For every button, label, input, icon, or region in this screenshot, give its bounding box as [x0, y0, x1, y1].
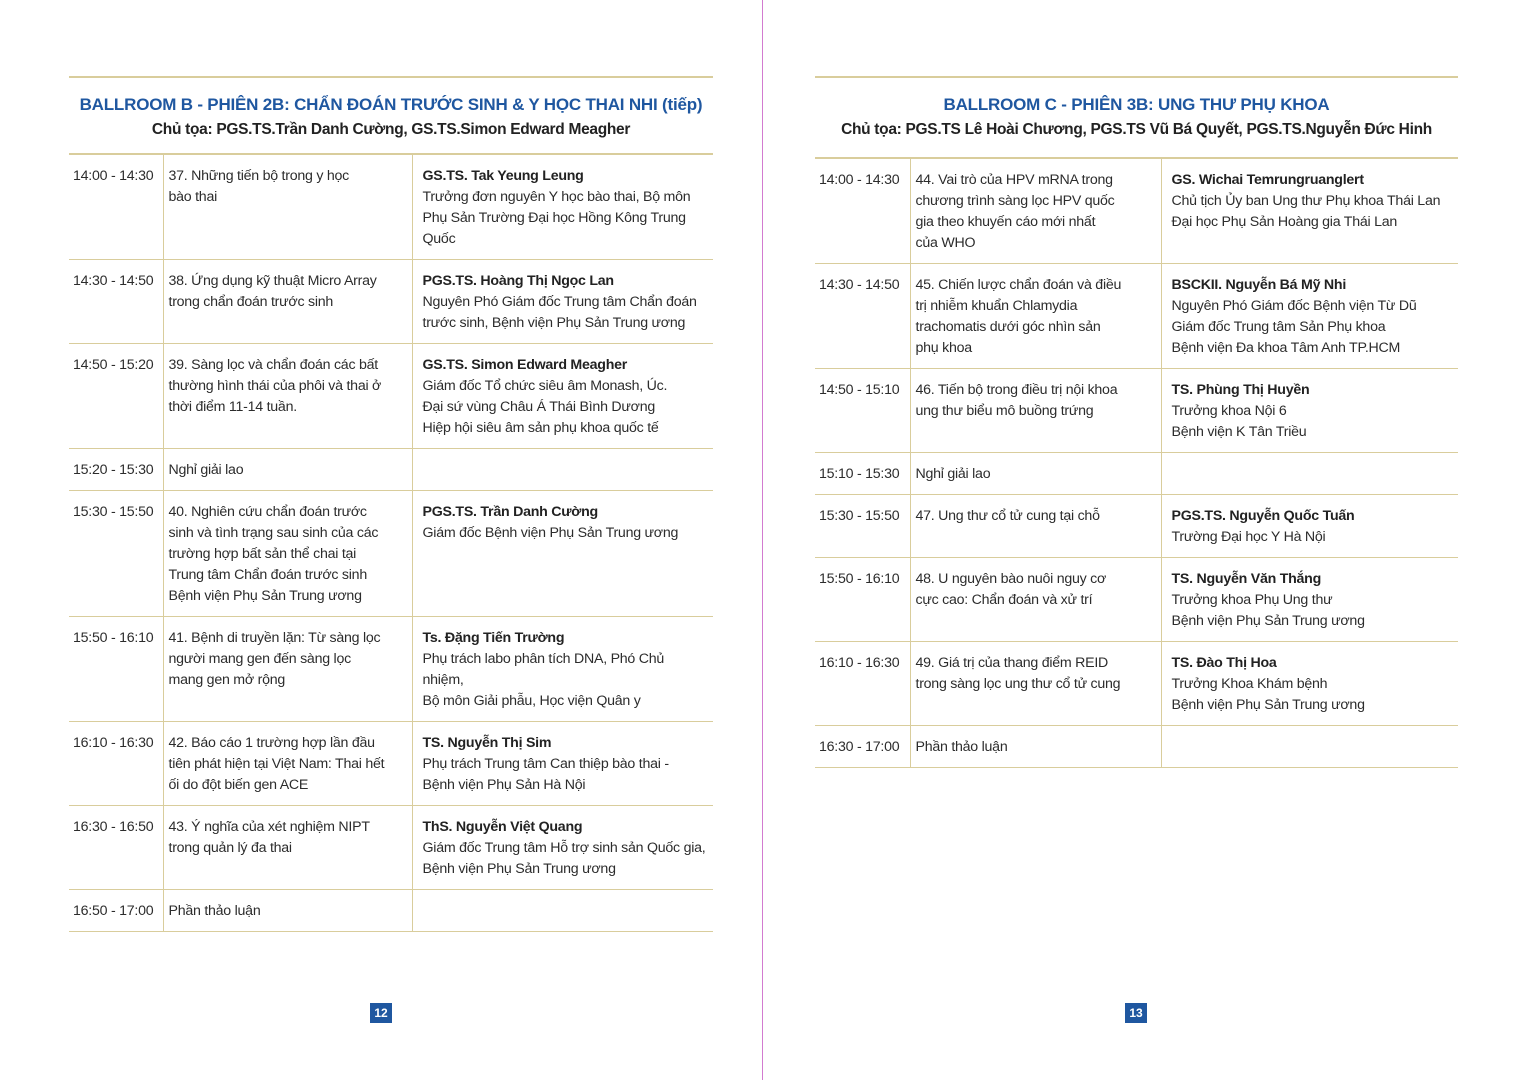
topic-cell — [910, 369, 1161, 453]
time-slot: 15:50 - 16:10 — [819, 571, 900, 587]
time-slot: 16:30 - 17:00 — [819, 739, 900, 755]
topic-text: Nghỉ giải lao — [168, 462, 244, 478]
topic-cell — [910, 453, 1161, 495]
topic-cell — [910, 495, 1161, 558]
topic-text: Phần thảo luận — [168, 903, 261, 919]
session-chairs: Chủ tọa: PGS.TS Lê Hoài Chương, PGS.TS Vũ Bá Quyết, PGS.TS.Nguyễn Đức Hinh — [841, 121, 1432, 138]
time-slot: 14:50 - 15:10 — [819, 382, 900, 398]
topic-text: 37. Những tiến bộ trong y học bào thai — [168, 168, 349, 205]
speaker-cell — [1161, 369, 1458, 453]
topic-cell — [910, 264, 1161, 369]
schedule-row — [815, 264, 1458, 369]
topic-text: 49. Giá trị của thang điểm REID trong sàng lọc ung thư cổ tử cung — [915, 655, 1121, 692]
speaker-cell — [412, 617, 713, 722]
topic-cell — [163, 491, 412, 617]
topic-text: 38. Ứng dụng kỹ thuật Micro Array trong chẩn đoán trước sinh — [168, 273, 377, 310]
session-chairs: Chủ tọa: PGS.TS.Trần Danh Cường, GS.TS.Simon Edward Meagher — [151, 121, 631, 138]
speaker-cell — [412, 154, 713, 260]
topic-cell — [163, 890, 412, 932]
speaker-name: Ts. Đặng Tiến Trường — [422, 630, 565, 646]
speaker-cell — [412, 722, 713, 806]
speaker-cell — [1161, 558, 1458, 642]
time-slot: 16:10 - 16:30 — [73, 735, 154, 751]
speaker-cell — [1161, 495, 1458, 558]
speaker-cell — [1161, 726, 1458, 768]
speaker-cell — [1161, 453, 1458, 495]
schedule-row — [69, 722, 713, 806]
page-number: 13 — [1125, 1003, 1147, 1023]
time-slot: 14:00 - 14:30 — [819, 172, 900, 188]
time-slot: 14:00 - 14:30 — [73, 168, 154, 184]
speaker-name: GS.TS. Simon Edward Meagher — [422, 357, 628, 373]
speaker-cell — [1161, 642, 1458, 726]
time-slot: 16:30 - 16:50 — [73, 819, 154, 835]
schedule-row — [69, 806, 713, 890]
schedule-row — [69, 890, 713, 932]
session-title: BALLROOM B - PHIÊN 2B: CHẨN ĐOÁN TRƯỚC SINH & Y HỌC THAI NHI (tiếp) — [79, 95, 703, 114]
speaker-affiliation: Chủ tịch Ủy ban Ung thư Phụ khoa Thái Lan Đại học Phụ Sản Hoàng gia Thái Lan — [1171, 193, 1441, 230]
speaker-affiliation: Phụ trách labo phân tích DNA, Phó Chủ nhiệm, Bộ môn Giải phẫu, Học viện Quân y — [422, 651, 665, 709]
topic-cell — [163, 260, 412, 344]
topic-text: 45. Chiến lược chẩn đoán và điều trị nhiễm khuẩn Chlamydia trachomatis dưới góc nhìn sản phụ khoa — [915, 277, 1122, 356]
speaker-affiliation: Giám đốc Bệnh viện Phụ Sản Trung ương — [422, 525, 679, 541]
schedule-row — [69, 344, 713, 449]
speaker-name: PGS.TS. Nguyễn Quốc Tuấn — [1171, 508, 1355, 524]
topic-text: Nghỉ giải lao — [915, 466, 991, 482]
right-page — [764, 0, 1527, 1080]
speaker-name: GS. Wichai Temrungruanglert — [1171, 172, 1364, 188]
speaker-affiliation: Trưởng Khoa Khám bệnh Bệnh viện Phụ Sản Trung ương — [1171, 676, 1365, 713]
time-slot: 16:50 - 17:00 — [73, 903, 154, 919]
speaker-affiliation: Trưởng khoa Phụ Ung thư Bệnh viện Phụ Sản Trung ương — [1171, 592, 1365, 629]
schedule-row — [815, 558, 1458, 642]
speaker-name: PGS.TS. Hoàng Thị Ngọc Lan — [422, 273, 614, 289]
time-slot: 15:30 - 15:50 — [73, 504, 154, 520]
schedule-row — [69, 154, 713, 260]
schedule-row — [69, 617, 713, 722]
topic-cell — [163, 806, 412, 890]
schedule-row — [815, 642, 1458, 726]
speaker-affiliation: Phụ trách Trung tâm Can thiệp bào thai - Bệnh viện Phụ Sản Hà Nội — [422, 756, 669, 793]
speaker-cell — [412, 806, 713, 890]
top-rule — [69, 76, 713, 78]
speaker-cell — [412, 344, 713, 449]
speaker-name: PGS.TS. Trần Danh Cường — [422, 504, 598, 520]
topic-text: 40. Nghiên cứu chẩn đoán trước sinh và tình trạng sau sinh của các trường hợp bất sản thể chai tại Trung tâm Chẩn đoán trước sinh Bệnh viện Phụ Sản Trung ương — [168, 504, 379, 604]
speaker-affiliation: Giám đốc Trung tâm Hỗ trợ sinh sản Quốc gia, Bệnh viện Phụ Sản Trung ương — [422, 840, 706, 877]
speaker-name: TS. Nguyễn Văn Thắng — [1171, 571, 1321, 587]
speaker-cell — [412, 890, 713, 932]
topic-cell — [163, 154, 412, 260]
speaker-cell — [412, 449, 713, 491]
speaker-affiliation: Giám đốc Tổ chức siêu âm Monash, Úc. Đại sứ vùng Châu Á Thái Bình Dương Hiệp hội siêu âm sản phụ khoa quốc tế — [422, 378, 668, 436]
topic-text: 39. Sàng lọc và chẩn đoán các bất thường hình thái của phôi và thai ở thời điểm 11-14 tuần. — [168, 357, 382, 415]
top-rule — [815, 76, 1458, 78]
topic-text: 46. Tiến bộ trong điều trị nội khoa ung thư biểu mô buồng trứng — [915, 382, 1118, 419]
topic-text: 48. U nguyên bào nuôi nguy cơ cực cao: Chẩn đoán và xử trí — [915, 571, 1107, 608]
time-slot: 15:30 - 15:50 — [819, 508, 900, 524]
speaker-name: GS.TS. Tak Yeung Leung — [422, 168, 584, 184]
schedule-row — [815, 726, 1458, 768]
time-slot: 14:30 - 14:50 — [73, 273, 154, 289]
speaker-affiliation: Trường Đại học Y Hà Nội — [1171, 529, 1326, 545]
topic-text: 44. Vai trò của HPV mRNA trong chương trình sàng lọc HPV quốc gia theo khuyến cáo mới nhất của WHO — [915, 172, 1115, 251]
speaker-name: TS. Đào Thị Hoa — [1171, 655, 1277, 671]
topic-cell — [163, 344, 412, 449]
speaker-cell — [1161, 158, 1458, 264]
time-slot: 14:30 - 14:50 — [819, 277, 900, 293]
topic-cell — [910, 158, 1161, 264]
schedule-row — [69, 449, 713, 491]
time-slot: 15:10 - 15:30 — [819, 466, 900, 482]
topic-cell — [910, 642, 1161, 726]
time-slot: 15:50 - 16:10 — [73, 630, 154, 646]
page-number: 12 — [370, 1003, 392, 1023]
speaker-name: BSCKII. Nguyễn Bá Mỹ Nhi — [1171, 277, 1347, 293]
speaker-name: TS. Nguyễn Thị Sim — [422, 735, 552, 751]
topic-cell — [163, 617, 412, 722]
topic-cell — [910, 726, 1161, 768]
schedule-table — [69, 153, 713, 932]
topic-text: 42. Báo cáo 1 trường hợp lần đầu tiên phát hiện tại Việt Nam: Thai hết ối do đột biến gen ACE — [168, 735, 385, 793]
speaker-affiliation: Nguyên Phó Giám đốc Trung tâm Chẩn đoán trước sinh, Bệnh viện Phụ Sản Trung ương — [422, 294, 697, 331]
speaker-affiliation: Trưởng khoa Nội 6 Bệnh viện K Tân Triều — [1171, 403, 1307, 440]
left-page — [0, 0, 763, 1080]
schedule-row — [69, 260, 713, 344]
speaker-affiliation: Trưởng đơn nguyên Y học bào thai, Bộ môn Phụ Sản Trường Đại học Hồng Kông Trung Quốc — [422, 189, 691, 247]
speaker-name: TS. Phùng Thị Huyền — [1171, 382, 1310, 398]
schedule-row — [815, 495, 1458, 558]
topic-cell — [163, 449, 412, 491]
speaker-name: ThS. Nguyễn Việt Quang — [422, 819, 583, 835]
schedule-table — [815, 157, 1458, 768]
schedule-row — [815, 453, 1458, 495]
speaker-cell — [1161, 264, 1458, 369]
schedule-row — [69, 491, 713, 617]
time-slot: 15:20 - 15:30 — [73, 462, 154, 478]
schedule-row — [815, 369, 1458, 453]
schedule-row — [815, 158, 1458, 264]
speaker-cell — [412, 491, 713, 617]
topic-text: 43. Ý nghĩa của xét nghiệm NIPT trong quản lý đa thai — [168, 819, 370, 856]
topic-cell — [910, 558, 1161, 642]
session-title: BALLROOM C - PHIÊN 3B: UNG THƯ PHỤ KHOA — [943, 95, 1330, 114]
topic-cell — [163, 722, 412, 806]
topic-text: 41. Bệnh di truyền lặn: Từ sàng lọc người mang gen đến sàng lọc mang gen mở rộng — [168, 630, 381, 688]
time-slot: 14:50 - 15:20 — [73, 357, 154, 373]
time-slot: 16:10 - 16:30 — [819, 655, 900, 671]
speaker-affiliation: Nguyên Phó Giám đốc Bệnh viện Từ Dũ Giám đốc Trung tâm Sản Phụ khoa Bệnh viện Đa khoa Tâm Anh TP.HCM — [1171, 298, 1417, 356]
topic-text: 47. Ung thư cổ tử cung tại chỗ — [915, 508, 1100, 524]
speaker-cell — [412, 260, 713, 344]
topic-text: Phần thảo luận — [915, 739, 1008, 755]
